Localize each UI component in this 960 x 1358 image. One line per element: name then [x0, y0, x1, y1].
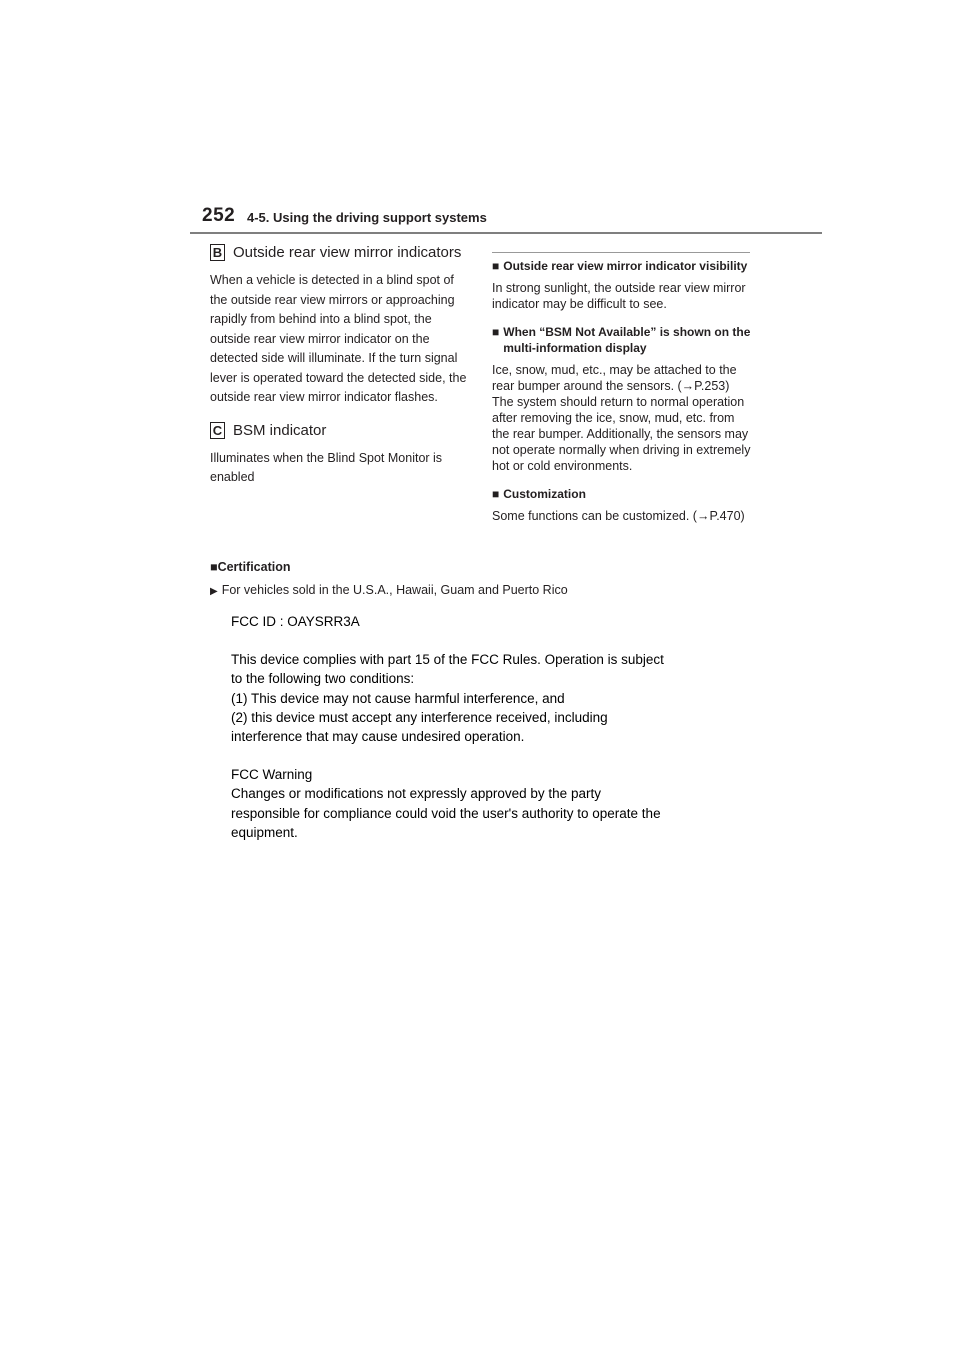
- fcc-line: interference that may cause undesired operation.: [231, 729, 525, 745]
- fcc-line: This device complies with part 15 of the FCC Rules. Operation is subject: [231, 652, 664, 668]
- subsection-b-body: When a vehicle is detected in a blind spot of the outside rear view mirrors or approaching rapidly from behind into a blind spot, the outside rear view mirror indicator on the detected side will illuminate. If the turn signal lever is operated toward the detected side, the outside rear view mirror indicator flashes.: [210, 273, 467, 404]
- fcc-warning-title: FCC Warning: [231, 767, 313, 783]
- note-heading-bsm-not-available: ■ When “BSM Not Available” is shown on the multi-information display: [492, 325, 751, 355]
- fcc-statement: [231, 612, 751, 842]
- square-bullet-icon: ■: [492, 487, 500, 501]
- square-bullet-icon: ■: [210, 560, 218, 574]
- subsection-b-heading: [210, 244, 470, 261]
- fcc-line: (1) This device may not cause harmful interference, and: [231, 690, 565, 706]
- certification-region: ▶ For vehicles sold in the U.S.A., Hawaii, Guam and Puerto Rico: [210, 583, 568, 597]
- fcc-warning-line: responsible for compliance could void the user's authority to operate the: [231, 805, 661, 821]
- fcc-warning-line: equipment.: [231, 824, 298, 840]
- certification-heading: ■Certification: [210, 560, 291, 574]
- arrow-bullet-icon: ▶: [210, 586, 218, 597]
- note-body-bsm-not-available: Ice, snow, mud, etc., may be attached to the rear bumper around the sensors. (→P.253) The system should return to normal operation after removing the ice, snow, mud, etc. from the rear bumper. Additionally, the sensors may not operate normally when driving in extremely hot or cold environments.: [492, 363, 751, 473]
- subsection-b-title: Outside rear view mirror indicators: [233, 244, 462, 261]
- fcc-line: to the following two conditions:: [231, 671, 415, 687]
- label-b-icon: B: [210, 244, 225, 261]
- header-divider: [190, 232, 822, 234]
- note-body-customization: Some functions can be customized. (→P.470): [492, 509, 745, 523]
- note-heading-customization: ■ Customization: [492, 487, 586, 501]
- note-heading-visibility: ■ Outside rear view mirror indicator visibility: [492, 259, 748, 273]
- fcc-id: FCC ID : OAYSRR3A: [231, 614, 360, 629]
- square-bullet-icon: ■: [492, 325, 500, 339]
- label-c-icon: C: [210, 422, 225, 439]
- subsection-c-title: BSM indicator: [233, 421, 327, 439]
- square-bullet-icon: ■: [492, 259, 500, 273]
- subsection-c-heading: [210, 422, 470, 439]
- note-body-visibility: In strong sunlight, the outside rear view mirror indicator may be difficult to see.: [492, 281, 746, 311]
- subsection-c-body: Illuminates when the Blind Spot Monitor is enabled: [210, 450, 443, 484]
- left-column: [210, 244, 470, 502]
- fcc-warning-line: Changes or modifications not expressly approved by the party: [231, 786, 601, 802]
- page-number: 252: [202, 205, 236, 226]
- right-column: [492, 244, 752, 536]
- fcc-line: (2) this device must accept any interference received, including: [231, 709, 608, 725]
- section-title: 4-5. Using the driving support systems: [247, 210, 487, 225]
